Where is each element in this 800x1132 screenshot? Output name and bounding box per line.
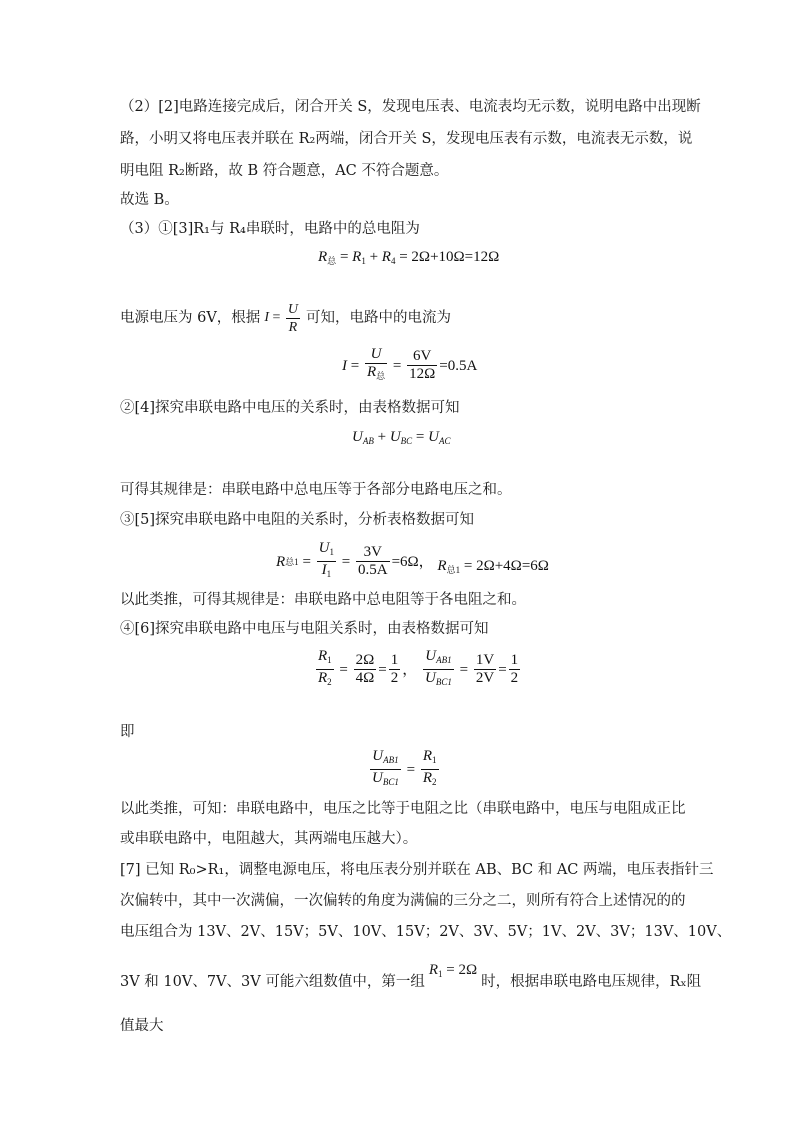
text-line: 以此类推，可知：串联电路中，电压之比等于电阻之比（串联电路中，电压与电阻成正比 [120, 801, 686, 817]
text-fragment: 3V 和 10V、7V、3V 可能六组数值中，第一组 [120, 974, 425, 990]
equation-total-resistance: $R_总 = R_1 + R_4 = 2\Omega+10\Omega=12\Omega$ [318, 249, 500, 266]
text-line: （2）[2]电路连接完成后，闭合开关 S，发现电压表、电流表均无示数，说明电路中出现断 [120, 99, 701, 115]
text-line: 电压组合为 13V、2V、15V；5V、10V、15V；2V、3V、5V；1V、2V、3V；13V、10V、 [120, 924, 732, 940]
equation-current: I = $\frac{U}{R_总}$ = $\frac{6V}{12\Omega}$ =0.5A [342, 346, 478, 382]
text-line: 路，小明又将电压表并联在 R₂两端，闭合开关 S，发现电压表有示数，电流表无示数，说 [120, 131, 693, 147]
text-line: ④[6]探究串联电路中电压与电阻关系时，由表格数据可知 [120, 621, 489, 637]
text-fragment: 时，根据串联电路电压规律，Rₓ阻 [481, 974, 702, 990]
equation-voltage-resistance-ratio: $\frac{U_{AB1}}{U_{BC1}}$ = $\frac{R_1}{R_2}$ [372, 748, 437, 787]
text-line: 明电阻 R₂断路，故 B 符合题意，AC 不符合题意。 [120, 163, 449, 179]
text-line: 值最大 [120, 1018, 164, 1034]
text-fragment: 可知，电路中的电流为 [306, 310, 452, 326]
equation-voltage-sum: $U_{AB} + U_{BC} = U_{AC}$ [352, 429, 451, 446]
text-line: （3）①[3]R₁与 R₄串联时，电路中的总电阻为 [120, 221, 420, 237]
text-line: 次偏转中，其中一次满偏，一次偏转的角度为满偏的三分之二，则所有符合上述情况的的 [120, 893, 686, 909]
text-fragment: 电源电压为 6V，根据 [120, 310, 261, 326]
text-line: 或串联电路中，电阻越大，其两端电压越大）。 [120, 831, 418, 847]
text-line: 可得其规律是：串联电路中总电压等于各部分电路电压之和。 [120, 482, 512, 498]
text-line [120, 964, 701, 1000]
text-line: 故选 B。 [120, 192, 179, 208]
formula-r1: $R_1 = 2\Omega$ [428, 962, 478, 979]
text-line: ③[5]探究串联电路中电阻的关系时，分析表格数据可知 [120, 512, 475, 528]
text-line [120, 300, 451, 336]
equation-ratio: $\frac{R_1}{R_2}$ = $\frac{2\Omega}{4\Omega}$ = $\frac{1}{2}$ ， $\frac{U_{AB1}}{U_{BC1}}$ = $\frac{1V}{2V}$ = $\frac{1}{2}$ [318, 648, 519, 687]
formula-ohms-law: I = $\frac{U}{R}$ [264, 301, 299, 335]
text-line: [7] 已知 R₀>R₁，调整电源电压，将电压表分别并联在 AB、BC 和 AC 两端，电压表指针三 [120, 862, 714, 878]
equation-total-resistance-calc: R 总1 = $\frac{U_1}{I_1}$ = $\frac{3V}{0.5A}$ =6Ω， $R_{总1} = 2\Omega+4\Omega=6\Omega$ [276, 540, 549, 579]
text-line: 以此类推，可得其规律是：串联电路中总电阻等于各电阻之和。 [120, 592, 526, 608]
text-line: 即 [120, 724, 135, 740]
text-line: ②[4]探究串联电路中电压的关系时，由表格数据可知 [120, 400, 460, 416]
